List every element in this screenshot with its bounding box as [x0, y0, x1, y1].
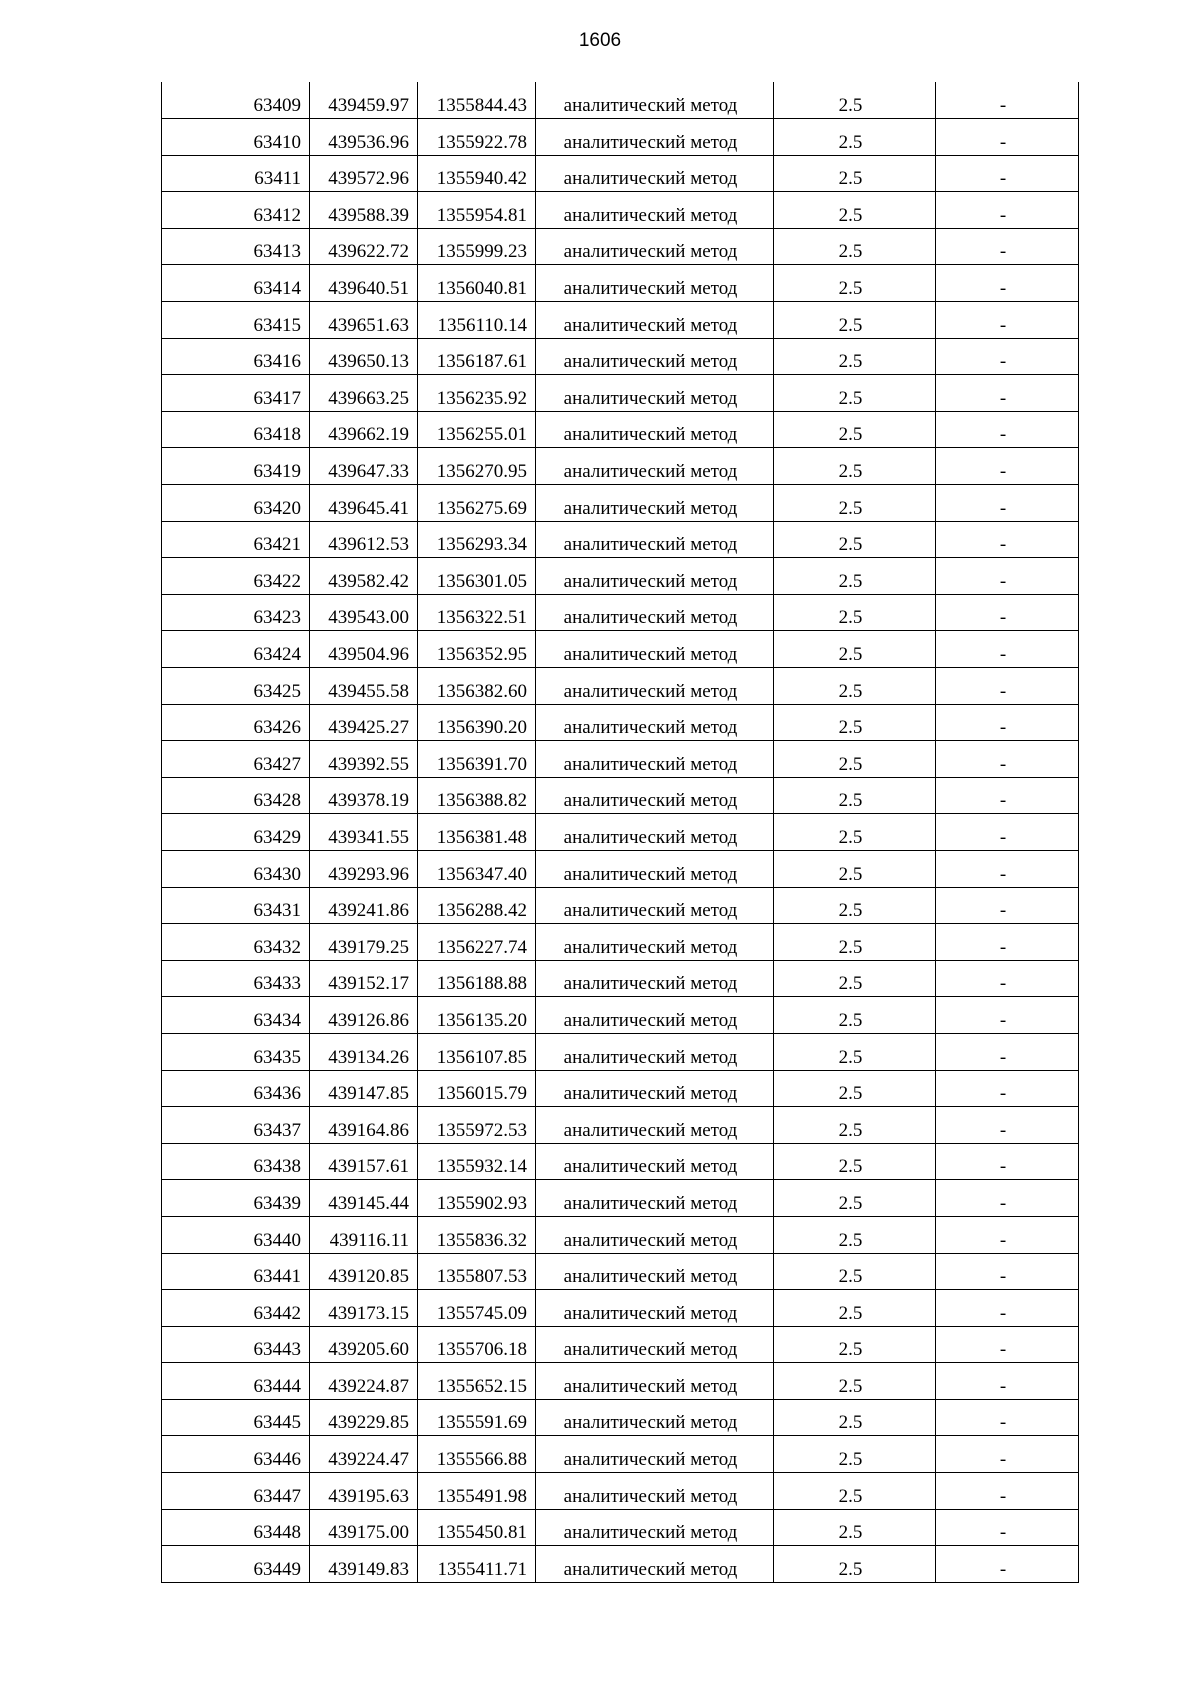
y-coordinate-cell: 1356391.70: [418, 741, 536, 778]
point-number-cell: 63422: [162, 558, 310, 595]
x-coordinate-cell: 439224.47: [310, 1436, 418, 1473]
point-number-cell: 63439: [162, 1180, 310, 1217]
accuracy-cell: 2.5: [774, 485, 936, 522]
accuracy-cell: 2.5: [774, 1436, 936, 1473]
method-cell: аналитический метод: [536, 1107, 774, 1144]
x-coordinate-cell: 439392.55: [310, 741, 418, 778]
accuracy-cell: 2.5: [774, 1473, 936, 1510]
point-number-cell: 63424: [162, 631, 310, 668]
method-cell: аналитический метод: [536, 594, 774, 631]
y-coordinate-cell: 1355954.81: [418, 192, 536, 229]
table-row: [162, 960, 1079, 997]
table-row: [162, 1363, 1079, 1400]
note-cell: -: [936, 960, 1079, 997]
y-coordinate-cell: 1356322.51: [418, 594, 536, 631]
x-coordinate-cell: 439612.53: [310, 521, 418, 558]
table-row: [162, 338, 1079, 375]
note-cell: -: [936, 594, 1079, 631]
x-coordinate-cell: 439157.61: [310, 1143, 418, 1180]
note-cell: -: [936, 1143, 1079, 1180]
note-cell: -: [936, 668, 1079, 705]
method-cell: аналитический метод: [536, 1253, 774, 1290]
y-coordinate-cell: 1356381.48: [418, 814, 536, 851]
method-cell: аналитический метод: [536, 887, 774, 924]
table-row: [162, 997, 1079, 1034]
method-cell: аналитический метод: [536, 302, 774, 339]
y-coordinate-cell: 1356288.42: [418, 887, 536, 924]
note-cell: -: [936, 1253, 1079, 1290]
note-cell: -: [936, 777, 1079, 814]
method-cell: аналитический метод: [536, 485, 774, 522]
note-cell: -: [936, 82, 1079, 119]
note-cell: -: [936, 1107, 1079, 1144]
method-cell: аналитический метод: [536, 1399, 774, 1436]
point-number-cell: 63436: [162, 1070, 310, 1107]
y-coordinate-cell: 1356135.20: [418, 997, 536, 1034]
table-row: [162, 1509, 1079, 1546]
y-coordinate-cell: 1355411.71: [418, 1546, 536, 1583]
point-number-cell: 63437: [162, 1107, 310, 1144]
note-cell: -: [936, 521, 1079, 558]
point-number-cell: 63433: [162, 960, 310, 997]
note-cell: -: [936, 997, 1079, 1034]
method-cell: аналитический метод: [536, 228, 774, 265]
accuracy-cell: 2.5: [774, 1546, 936, 1583]
table-row: [162, 1253, 1079, 1290]
y-coordinate-cell: 1356015.79: [418, 1070, 536, 1107]
point-number-cell: 63425: [162, 668, 310, 705]
y-coordinate-cell: 1355652.15: [418, 1363, 536, 1400]
method-cell: аналитический метод: [536, 741, 774, 778]
accuracy-cell: 2.5: [774, 1509, 936, 1546]
point-number-cell: 63441: [162, 1253, 310, 1290]
x-coordinate-cell: 439224.87: [310, 1363, 418, 1400]
note-cell: -: [936, 1326, 1079, 1363]
table-row: [162, 228, 1079, 265]
accuracy-cell: 2.5: [774, 1326, 936, 1363]
x-coordinate-cell: 439425.27: [310, 704, 418, 741]
note-cell: -: [936, 1070, 1079, 1107]
x-coordinate-cell: 439126.86: [310, 997, 418, 1034]
point-number-cell: 63445: [162, 1399, 310, 1436]
table-row: [162, 375, 1079, 412]
note-cell: -: [936, 1509, 1079, 1546]
note-cell: -: [936, 155, 1079, 192]
table-row: [162, 558, 1079, 595]
x-coordinate-cell: 439179.25: [310, 924, 418, 961]
point-number-cell: 63427: [162, 741, 310, 778]
y-coordinate-cell: 1356187.61: [418, 338, 536, 375]
point-number-cell: 63435: [162, 1033, 310, 1070]
note-cell: -: [936, 338, 1079, 375]
y-coordinate-cell: 1355902.93: [418, 1180, 536, 1217]
method-cell: аналитический метод: [536, 265, 774, 302]
accuracy-cell: 2.5: [774, 302, 936, 339]
table-row: [162, 1143, 1079, 1180]
accuracy-cell: 2.5: [774, 338, 936, 375]
point-number-cell: 63432: [162, 924, 310, 961]
y-coordinate-cell: 1355972.53: [418, 1107, 536, 1144]
accuracy-cell: 2.5: [774, 192, 936, 229]
method-cell: аналитический метод: [536, 119, 774, 156]
x-coordinate-cell: 439120.85: [310, 1253, 418, 1290]
method-cell: аналитический метод: [536, 411, 774, 448]
accuracy-cell: 2.5: [774, 850, 936, 887]
point-number-cell: 63434: [162, 997, 310, 1034]
method-cell: аналитический метод: [536, 668, 774, 705]
note-cell: -: [936, 704, 1079, 741]
note-cell: -: [936, 924, 1079, 961]
note-cell: -: [936, 1033, 1079, 1070]
y-coordinate-cell: 1355999.23: [418, 228, 536, 265]
table-row: [162, 1473, 1079, 1510]
x-coordinate-cell: 439647.33: [310, 448, 418, 485]
accuracy-cell: 2.5: [774, 448, 936, 485]
method-cell: аналитический метод: [536, 1326, 774, 1363]
point-number-cell: 63416: [162, 338, 310, 375]
point-number-cell: 63417: [162, 375, 310, 412]
method-cell: аналитический метод: [536, 850, 774, 887]
x-coordinate-cell: 439459.97: [310, 82, 418, 119]
y-coordinate-cell: 1356255.01: [418, 411, 536, 448]
note-cell: -: [936, 1546, 1079, 1583]
note-cell: -: [936, 485, 1079, 522]
table-row: [162, 302, 1079, 339]
x-coordinate-cell: 439152.17: [310, 960, 418, 997]
point-number-cell: 63414: [162, 265, 310, 302]
point-number-cell: 63449: [162, 1546, 310, 1583]
accuracy-cell: 2.5: [774, 375, 936, 412]
method-cell: аналитический метод: [536, 1546, 774, 1583]
table-row: [162, 119, 1079, 156]
table-row: [162, 850, 1079, 887]
point-number-cell: 63423: [162, 594, 310, 631]
y-coordinate-cell: 1356227.74: [418, 924, 536, 961]
accuracy-cell: 2.5: [774, 704, 936, 741]
y-coordinate-cell: 1355745.09: [418, 1290, 536, 1327]
method-cell: аналитический метод: [536, 924, 774, 961]
accuracy-cell: 2.5: [774, 155, 936, 192]
table-row: [162, 1107, 1079, 1144]
y-coordinate-cell: 1355932.14: [418, 1143, 536, 1180]
page-number: 1606: [578, 30, 622, 51]
y-coordinate-cell: 1356110.14: [418, 302, 536, 339]
table-row: [162, 1290, 1079, 1327]
x-coordinate-cell: 439145.44: [310, 1180, 418, 1217]
note-cell: -: [936, 1436, 1079, 1473]
accuracy-cell: 2.5: [774, 631, 936, 668]
point-number-cell: 63438: [162, 1143, 310, 1180]
accuracy-cell: 2.5: [774, 82, 936, 119]
point-number-cell: 63419: [162, 448, 310, 485]
accuracy-cell: 2.5: [774, 1180, 936, 1217]
note-cell: -: [936, 1399, 1079, 1436]
point-number-cell: 63430: [162, 850, 310, 887]
method-cell: аналитический метод: [536, 1363, 774, 1400]
note-cell: -: [936, 228, 1079, 265]
accuracy-cell: 2.5: [774, 521, 936, 558]
accuracy-cell: 2.5: [774, 924, 936, 961]
method-cell: аналитический метод: [536, 1473, 774, 1510]
point-number-cell: 63428: [162, 777, 310, 814]
accuracy-cell: 2.5: [774, 1399, 936, 1436]
accuracy-cell: 2.5: [774, 960, 936, 997]
method-cell: аналитический метод: [536, 1180, 774, 1217]
accuracy-cell: 2.5: [774, 1216, 936, 1253]
method-cell: аналитический метод: [536, 704, 774, 741]
note-cell: -: [936, 1216, 1079, 1253]
method-cell: аналитический метод: [536, 960, 774, 997]
x-coordinate-cell: 439378.19: [310, 777, 418, 814]
table-row: [162, 704, 1079, 741]
note-cell: -: [936, 631, 1079, 668]
y-coordinate-cell: 1355844.43: [418, 82, 536, 119]
point-number-cell: 63409: [162, 82, 310, 119]
x-coordinate-cell: 439588.39: [310, 192, 418, 229]
point-number-cell: 63443: [162, 1326, 310, 1363]
note-cell: -: [936, 265, 1079, 302]
table-row: [162, 411, 1079, 448]
y-coordinate-cell: 1356235.92: [418, 375, 536, 412]
table-row: [162, 668, 1079, 705]
table-row: [162, 82, 1079, 119]
y-coordinate-cell: 1355566.88: [418, 1436, 536, 1473]
x-coordinate-cell: 439134.26: [310, 1033, 418, 1070]
note-cell: -: [936, 1290, 1079, 1327]
x-coordinate-cell: 439195.63: [310, 1473, 418, 1510]
point-number-cell: 63431: [162, 887, 310, 924]
accuracy-cell: 2.5: [774, 1253, 936, 1290]
point-number-cell: 63413: [162, 228, 310, 265]
method-cell: аналитический метод: [536, 777, 774, 814]
method-cell: аналитический метод: [536, 1509, 774, 1546]
point-number-cell: 63440: [162, 1216, 310, 1253]
point-number-cell: 63412: [162, 192, 310, 229]
method-cell: аналитический метод: [536, 1436, 774, 1473]
y-coordinate-cell: 1356107.85: [418, 1033, 536, 1070]
y-coordinate-cell: 1356390.20: [418, 704, 536, 741]
table-row: [162, 265, 1079, 302]
accuracy-cell: 2.5: [774, 668, 936, 705]
table-row: [162, 1399, 1079, 1436]
accuracy-cell: 2.5: [774, 997, 936, 1034]
table-row: [162, 521, 1079, 558]
accuracy-cell: 2.5: [774, 119, 936, 156]
point-number-cell: 63442: [162, 1290, 310, 1327]
table-row: [162, 887, 1079, 924]
x-coordinate-cell: 439622.72: [310, 228, 418, 265]
method-cell: аналитический метод: [536, 448, 774, 485]
note-cell: -: [936, 850, 1079, 887]
method-cell: аналитический метод: [536, 1143, 774, 1180]
x-coordinate-cell: 439149.83: [310, 1546, 418, 1583]
table-row: [162, 485, 1079, 522]
note-cell: -: [936, 302, 1079, 339]
method-cell: аналитический метод: [536, 1216, 774, 1253]
point-number-cell: 63421: [162, 521, 310, 558]
table-row: [162, 741, 1079, 778]
note-cell: -: [936, 558, 1079, 595]
method-cell: аналитический метод: [536, 1070, 774, 1107]
table-row: [162, 1033, 1079, 1070]
x-coordinate-cell: 439205.60: [310, 1326, 418, 1363]
coordinates-table: [161, 82, 1079, 1583]
method-cell: аналитический метод: [536, 558, 774, 595]
note-cell: -: [936, 1180, 1079, 1217]
y-coordinate-cell: 1356293.34: [418, 521, 536, 558]
x-coordinate-cell: 439147.85: [310, 1070, 418, 1107]
x-coordinate-cell: 439241.86: [310, 887, 418, 924]
point-number-cell: 63420: [162, 485, 310, 522]
table-row: [162, 814, 1079, 851]
x-coordinate-cell: 439572.96: [310, 155, 418, 192]
x-coordinate-cell: 439293.96: [310, 850, 418, 887]
y-coordinate-cell: 1355922.78: [418, 119, 536, 156]
accuracy-cell: 2.5: [774, 1107, 936, 1144]
note-cell: -: [936, 119, 1079, 156]
note-cell: -: [936, 192, 1079, 229]
note-cell: -: [936, 448, 1079, 485]
y-coordinate-cell: 1356270.95: [418, 448, 536, 485]
y-coordinate-cell: 1355807.53: [418, 1253, 536, 1290]
y-coordinate-cell: 1356040.81: [418, 265, 536, 302]
table-row: [162, 1216, 1079, 1253]
y-coordinate-cell: 1355491.98: [418, 1473, 536, 1510]
point-number-cell: 63447: [162, 1473, 310, 1510]
x-coordinate-cell: 439455.58: [310, 668, 418, 705]
table-row: [162, 192, 1079, 229]
table-row: [162, 1436, 1079, 1473]
table-row: [162, 155, 1079, 192]
method-cell: аналитический метод: [536, 631, 774, 668]
table-row: [162, 594, 1079, 631]
point-number-cell: 63418: [162, 411, 310, 448]
accuracy-cell: 2.5: [774, 411, 936, 448]
note-cell: -: [936, 887, 1079, 924]
y-coordinate-cell: 1355940.42: [418, 155, 536, 192]
note-cell: -: [936, 741, 1079, 778]
point-number-cell: 63426: [162, 704, 310, 741]
table-row: [162, 631, 1079, 668]
x-coordinate-cell: 439173.15: [310, 1290, 418, 1327]
point-number-cell: 63446: [162, 1436, 310, 1473]
y-coordinate-cell: 1355706.18: [418, 1326, 536, 1363]
method-cell: аналитический метод: [536, 338, 774, 375]
table-row: [162, 924, 1079, 961]
y-coordinate-cell: 1355591.69: [418, 1399, 536, 1436]
y-coordinate-cell: 1356347.40: [418, 850, 536, 887]
accuracy-cell: 2.5: [774, 741, 936, 778]
point-number-cell: 63410: [162, 119, 310, 156]
method-cell: аналитический метод: [536, 192, 774, 229]
x-coordinate-cell: 439582.42: [310, 558, 418, 595]
table-row: [162, 777, 1079, 814]
method-cell: аналитический метод: [536, 997, 774, 1034]
point-number-cell: 63411: [162, 155, 310, 192]
accuracy-cell: 2.5: [774, 887, 936, 924]
table-row: [162, 448, 1079, 485]
accuracy-cell: 2.5: [774, 1070, 936, 1107]
y-coordinate-cell: 1356188.88: [418, 960, 536, 997]
x-coordinate-cell: 439645.41: [310, 485, 418, 522]
x-coordinate-cell: 439663.25: [310, 375, 418, 412]
method-cell: аналитический метод: [536, 521, 774, 558]
point-number-cell: 63448: [162, 1509, 310, 1546]
x-coordinate-cell: 439543.00: [310, 594, 418, 631]
table-row: [162, 1070, 1079, 1107]
x-coordinate-cell: 439640.51: [310, 265, 418, 302]
table-row: [162, 1546, 1079, 1583]
note-cell: -: [936, 1363, 1079, 1400]
accuracy-cell: 2.5: [774, 814, 936, 851]
y-coordinate-cell: 1355836.32: [418, 1216, 536, 1253]
table-row: [162, 1326, 1079, 1363]
y-coordinate-cell: 1355450.81: [418, 1509, 536, 1546]
y-coordinate-cell: 1356382.60: [418, 668, 536, 705]
coordinates-table-body: [162, 82, 1079, 1582]
method-cell: аналитический метод: [536, 1033, 774, 1070]
accuracy-cell: 2.5: [774, 228, 936, 265]
note-cell: -: [936, 375, 1079, 412]
accuracy-cell: 2.5: [774, 594, 936, 631]
x-coordinate-cell: 439504.96: [310, 631, 418, 668]
x-coordinate-cell: 439536.96: [310, 119, 418, 156]
note-cell: -: [936, 814, 1079, 851]
x-coordinate-cell: 439175.00: [310, 1509, 418, 1546]
table-row: [162, 1180, 1079, 1217]
method-cell: аналитический метод: [536, 814, 774, 851]
x-coordinate-cell: 439662.19: [310, 411, 418, 448]
y-coordinate-cell: 1356301.05: [418, 558, 536, 595]
x-coordinate-cell: 439116.11: [310, 1216, 418, 1253]
point-number-cell: 63415: [162, 302, 310, 339]
x-coordinate-cell: 439651.63: [310, 302, 418, 339]
method-cell: аналитический метод: [536, 82, 774, 119]
point-number-cell: 63444: [162, 1363, 310, 1400]
method-cell: аналитический метод: [536, 1290, 774, 1327]
point-number-cell: 63429: [162, 814, 310, 851]
y-coordinate-cell: 1356275.69: [418, 485, 536, 522]
y-coordinate-cell: 1356388.82: [418, 777, 536, 814]
x-coordinate-cell: 439229.85: [310, 1399, 418, 1436]
accuracy-cell: 2.5: [774, 558, 936, 595]
accuracy-cell: 2.5: [774, 1143, 936, 1180]
x-coordinate-cell: 439164.86: [310, 1107, 418, 1144]
note-cell: -: [936, 1473, 1079, 1510]
accuracy-cell: 2.5: [774, 1033, 936, 1070]
accuracy-cell: 2.5: [774, 1363, 936, 1400]
accuracy-cell: 2.5: [774, 777, 936, 814]
x-coordinate-cell: 439341.55: [310, 814, 418, 851]
method-cell: аналитический метод: [536, 375, 774, 412]
x-coordinate-cell: 439650.13: [310, 338, 418, 375]
method-cell: аналитический метод: [536, 155, 774, 192]
accuracy-cell: 2.5: [774, 265, 936, 302]
y-coordinate-cell: 1356352.95: [418, 631, 536, 668]
accuracy-cell: 2.5: [774, 1290, 936, 1327]
note-cell: -: [936, 411, 1079, 448]
